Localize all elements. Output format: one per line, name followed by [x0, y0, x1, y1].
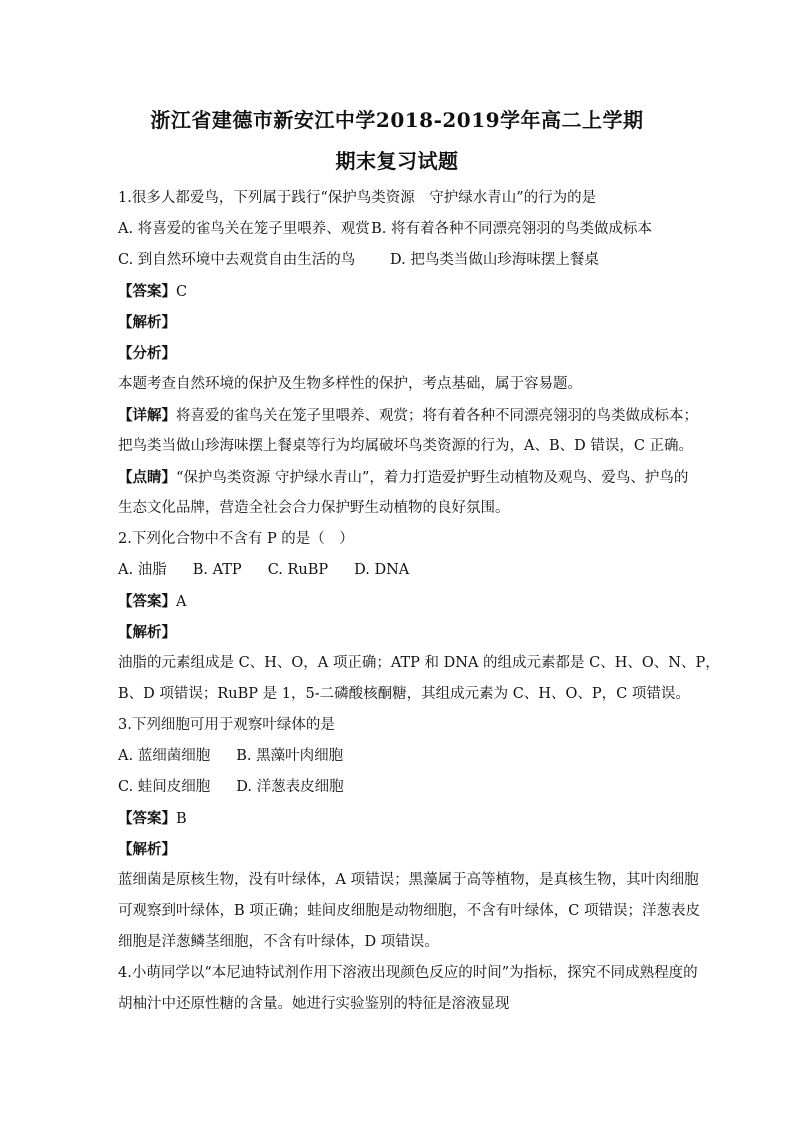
question-2-options — [118, 555, 678, 586]
question-2-analysis-tag: 【解析】 — [118, 624, 176, 641]
question-1-option-a: A. 将喜爱的雀鸟关在笼子里喂养、观赏 — [118, 221, 370, 237]
question-2-option-d: D. DNA — [354, 562, 410, 578]
question-2-option-c: C. RuBP — [267, 562, 329, 578]
question-1-xiangjie-line1 — [118, 400, 698, 431]
answer-value: C — [176, 284, 188, 300]
question-3-analysis-line2: 可观察到叶绿体，B 项正确；蛙间皮细胞是动物细胞，不含有叶绿体，C 项错误；洋葱表皮 — [118, 903, 700, 919]
question-1-option-d: D. 把鸟类当做山珍海味摆上餐桌 — [390, 252, 599, 268]
question-3-option-d: D. 洋葱表皮细胞 — [236, 779, 344, 795]
document-body — [118, 183, 720, 1020]
question-3-analysis-line1: 蓝细菌是原核生物，没有叶绿体，A 项错误；黑藻属于高等植物，是真核生物，其叶肉细胞 — [118, 872, 699, 888]
question-2-answer — [118, 586, 678, 617]
question-4-stem-line1: 4.小萌同学以“本尼迪特试剂作用下溶液出现颜色反应的时间”为指标，探究不同成熟程度的 — [118, 965, 698, 981]
question-1-option-c: C. 到自然环境中去观赏自由生活的鸟 — [118, 252, 356, 268]
question-3-option-a: A. 蓝细菌细胞 — [118, 748, 211, 764]
question-1-xiangjie-line2: 把鸟类当做山珍海味摆上餐桌等行为均属破坏鸟类资源的行为，A、B、D 错误，C 正确。 — [118, 438, 694, 454]
question-1-dianjing-line2: 生态文化品牌，营造全社会合力保护野生动植物的良好氛围。 — [118, 500, 510, 516]
question-3-option-c: C. 蛙间皮细胞 — [118, 779, 211, 795]
question-4-stem-line2: 胡柚汁中还原性糖的含量。她进行实验鉴别的特征是溶液显现 — [118, 996, 510, 1012]
xiangjie-tag: 【详解】 — [118, 407, 176, 424]
question-3-analysis-tag: 【解析】 — [118, 841, 176, 858]
question-3-options-row1 — [118, 741, 678, 772]
answer-tag: 【答案】 — [118, 810, 176, 827]
question-2-analysis-line1: 油脂的元素组成是 C、H、O，A 项正确；ATP 和 DNA 的组成元素都是 C、H、O、N、P， — [118, 655, 720, 671]
question-2-stem: 2.下列化合物中不含有 P 的是（ ） — [118, 531, 354, 547]
question-1-options-row2 — [118, 245, 678, 276]
xiangjie-text: 将喜爱的雀鸟关在笼子里喂养、观赏；将有着各种不同漂亮翎羽的鸟类做成标本； — [176, 408, 698, 424]
answer-value: A — [176, 594, 187, 610]
question-2-option-a: A. 油脂 — [118, 562, 167, 578]
question-2-analysis-line2: B、D 项错误；RuBP 是 1，5-二磷酸核酮糖，其组成元素为 C、H、O、P，C 项错误。 — [118, 686, 690, 702]
answer-value: B — [176, 811, 187, 827]
document-title-line2: 期末复习试题 — [335, 149, 459, 173]
dianjing-tag: 【点睛】 — [118, 469, 176, 486]
answer-tag: 【答案】 — [118, 593, 176, 610]
question-3-answer — [118, 803, 678, 834]
document-title-line1: 浙江省建德市新安江中学2018-2019学年高二上学期 — [150, 108, 644, 132]
answer-tag: 【答案】 — [118, 283, 176, 300]
question-1-stem: 1.很多人都爱鸟，下列属于践行“保护鸟类资源 守护绿水青山”的行为的是 — [118, 190, 597, 206]
question-3-options-row2 — [118, 772, 678, 803]
question-1-dianjing-line1 — [118, 462, 689, 493]
question-2-option-b: B. ATP — [192, 562, 242, 578]
question-1-options-row1 — [118, 214, 678, 245]
question-3-option-b: B. 黑藻叶肉细胞 — [236, 748, 344, 764]
question-3-stem: 3.下列细胞可用于观察叶绿体的是 — [118, 717, 335, 733]
question-1-analysis-tag: 【解析】 — [118, 314, 176, 331]
question-1-answer — [118, 276, 678, 307]
question-1-option-b: B. 将有着各种不同漂亮翎羽的鸟类做成标本 — [371, 221, 652, 237]
question-1-fenxi-tag: 【分析】 — [118, 345, 176, 362]
question-3-analysis-line3: 细胞是洋葱鳞茎细胞，不含有叶绿体，D 项错误。 — [118, 934, 439, 950]
dianjing-text: “保护鸟类资源 守护绿水青山”，着力打造爱护野生动植物及观鸟、爱鸟、护鸟的 — [176, 470, 689, 486]
question-1-fenxi-text: 本题考查自然环境的保护及生物多样性的保护，考点基础，属于容易题。 — [118, 376, 582, 392]
